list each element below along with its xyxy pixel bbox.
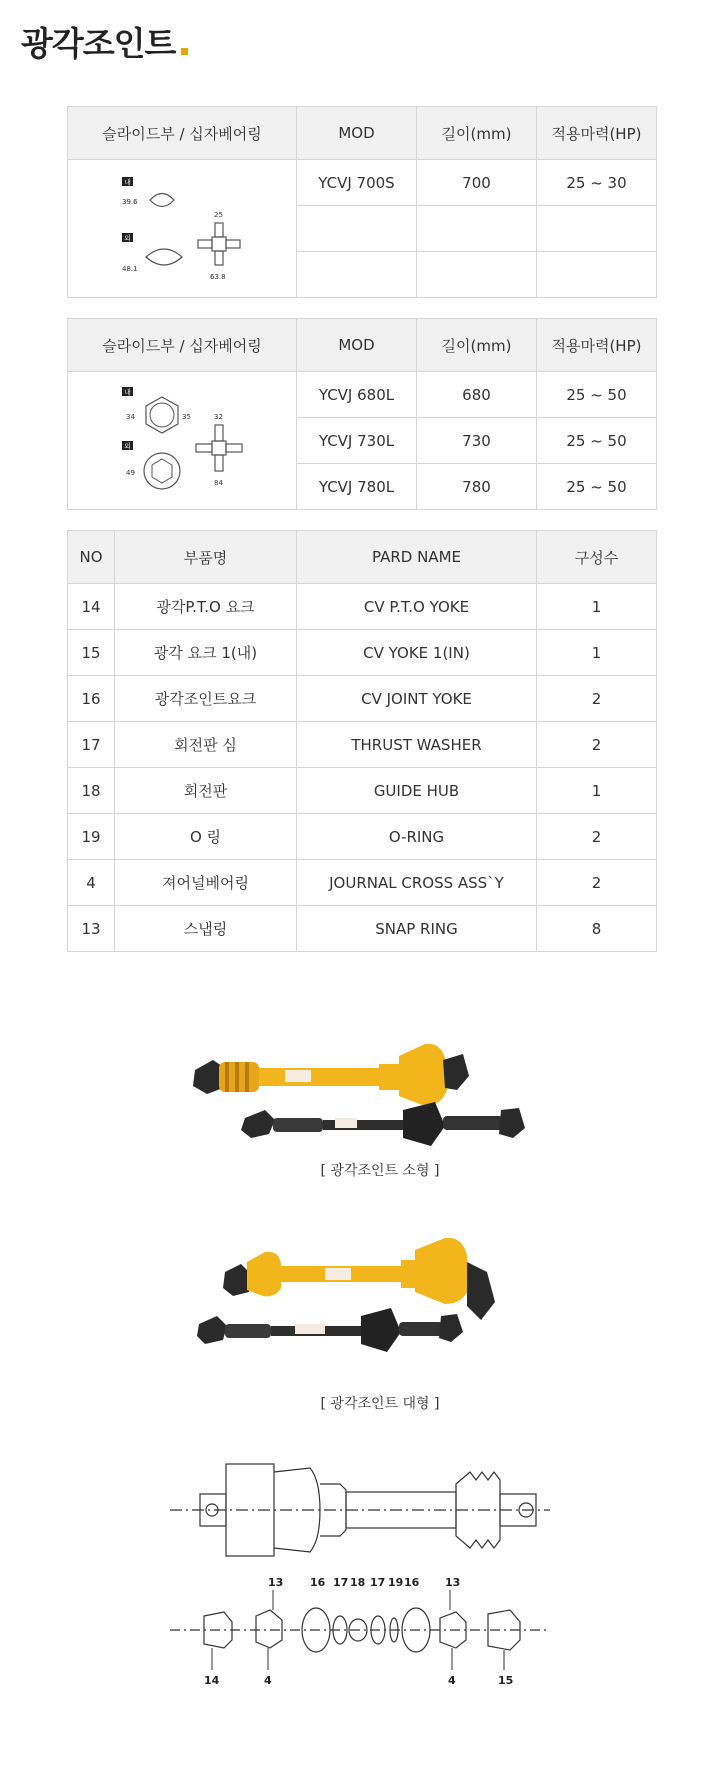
svg-text:39.6: 39.6 bbox=[122, 197, 138, 206]
part-qty: 1 bbox=[537, 630, 657, 676]
header-slide-bearing: 슬라이드부 / 십자베어링 bbox=[68, 319, 297, 372]
svg-text:48.1: 48.1 bbox=[122, 264, 138, 273]
caption-small: [ 광각조인트 소형 ] bbox=[320, 1163, 440, 1179]
header-length: 길이(mm) bbox=[417, 319, 537, 372]
exploded-part-labels-top bbox=[268, 1576, 460, 1589]
header-length: 길이(mm) bbox=[417, 107, 537, 160]
svg-text:63.8: 63.8 bbox=[210, 272, 226, 281]
svg-text:15: 15 bbox=[498, 1674, 514, 1687]
hp-cell: 25 ~ 50 bbox=[537, 372, 657, 418]
bearing-diagram-large bbox=[68, 372, 297, 510]
header-mod: MOD bbox=[297, 107, 417, 160]
assembled-shaft-drawing bbox=[170, 1464, 550, 1556]
cv-joint-small-photo bbox=[185, 1030, 540, 1155]
header-quantity: 구성수 bbox=[537, 531, 657, 584]
cross-bearing-diagram bbox=[102, 379, 262, 499]
header-slide-bearing: 슬라이드부 / 십자베어링 bbox=[68, 107, 297, 160]
svg-text:외: 외 bbox=[124, 442, 131, 450]
header-hp: 적용마력(HP) bbox=[537, 107, 657, 160]
parts-table-header bbox=[68, 531, 657, 584]
svg-text:35: 35 bbox=[182, 412, 191, 421]
svg-text:내: 내 bbox=[124, 178, 131, 186]
part-name-en: SNAP RING bbox=[297, 906, 537, 952]
length-cell: 730 bbox=[417, 418, 537, 464]
yellow-shaft bbox=[193, 1044, 469, 1106]
cv-joint-large-photo bbox=[195, 1232, 525, 1367]
length-cell bbox=[417, 206, 537, 252]
svg-text:17: 17 bbox=[370, 1576, 386, 1589]
part-name-ko: 회전판 심 bbox=[115, 722, 297, 768]
model-cell bbox=[297, 206, 417, 252]
bearing-diagram-small bbox=[68, 160, 297, 298]
svg-text:내: 내 bbox=[124, 388, 131, 396]
svg-text:4: 4 bbox=[448, 1674, 456, 1687]
header-part-name-en: PARD NAME bbox=[297, 531, 537, 584]
table-row bbox=[68, 372, 657, 418]
svg-text:16: 16 bbox=[404, 1576, 420, 1589]
table-row bbox=[68, 584, 657, 630]
caption-large: [ 광각조인트 대형 ] bbox=[320, 1396, 440, 1412]
part-name-ko: 스냅링 bbox=[115, 906, 297, 952]
table-row bbox=[68, 676, 657, 722]
table-row bbox=[68, 814, 657, 860]
table-row bbox=[68, 906, 657, 952]
yellow-shaft bbox=[223, 1238, 495, 1320]
header-part-name-ko: 부품명 bbox=[115, 531, 297, 584]
part-no: 4 bbox=[68, 860, 115, 906]
svg-text:18: 18 bbox=[350, 1576, 366, 1589]
part-no: 17 bbox=[68, 722, 115, 768]
header-hp: 적용마력(HP) bbox=[537, 319, 657, 372]
spec-table-large bbox=[67, 318, 657, 510]
part-name-ko: 광각P.T.O 요크 bbox=[115, 584, 297, 630]
part-name-ko: 져어널베어링 bbox=[115, 860, 297, 906]
part-no: 16 bbox=[68, 676, 115, 722]
hp-cell bbox=[537, 252, 657, 298]
length-cell: 680 bbox=[417, 372, 537, 418]
hp-cell: 25 ~ 50 bbox=[537, 464, 657, 510]
svg-text:13: 13 bbox=[268, 1576, 284, 1589]
cv-joint-exploded-drawing bbox=[170, 1450, 550, 1690]
svg-text:14: 14 bbox=[204, 1674, 220, 1687]
part-name-ko: O 링 bbox=[115, 814, 297, 860]
hp-cell bbox=[537, 206, 657, 252]
part-name-ko: 광각 요크 1(내) bbox=[115, 630, 297, 676]
part-no: 15 bbox=[68, 630, 115, 676]
svg-text:32: 32 bbox=[214, 412, 223, 421]
part-qty: 2 bbox=[537, 676, 657, 722]
svg-text:34: 34 bbox=[126, 412, 135, 421]
table-row bbox=[68, 630, 657, 676]
svg-text:16: 16 bbox=[310, 1576, 326, 1589]
spec-table-header bbox=[68, 107, 657, 160]
hp-cell: 25 ~ 50 bbox=[537, 418, 657, 464]
spec-table-header bbox=[68, 319, 657, 372]
part-name-en: CV P.T.O YOKE bbox=[297, 584, 537, 630]
exploded-parts-drawing bbox=[170, 1608, 550, 1652]
parts-table bbox=[67, 530, 657, 952]
model-cell bbox=[297, 252, 417, 298]
svg-text:19: 19 bbox=[388, 1576, 404, 1589]
model-cell: YCVJ 780L bbox=[297, 464, 417, 510]
part-qty: 1 bbox=[537, 584, 657, 630]
part-no: 19 bbox=[68, 814, 115, 860]
part-no: 14 bbox=[68, 584, 115, 630]
part-no: 13 bbox=[68, 906, 115, 952]
svg-text:4: 4 bbox=[264, 1674, 272, 1687]
title-accent-dot bbox=[181, 48, 188, 55]
model-cell: YCVJ 700S bbox=[297, 160, 417, 206]
part-name-en: CV YOKE 1(IN) bbox=[297, 630, 537, 676]
part-name-ko: 광각조인트요크 bbox=[115, 676, 297, 722]
spec-table-small bbox=[67, 106, 657, 298]
table-row bbox=[68, 160, 657, 206]
table-row bbox=[68, 768, 657, 814]
model-cell: YCVJ 680L bbox=[297, 372, 417, 418]
part-name-en: THRUST WASHER bbox=[297, 722, 537, 768]
part-name-en: CV JOINT YOKE bbox=[297, 676, 537, 722]
part-name-en: O-RING bbox=[297, 814, 537, 860]
svg-text:외: 외 bbox=[124, 234, 131, 242]
length-cell: 700 bbox=[417, 160, 537, 206]
svg-text:84: 84 bbox=[214, 478, 223, 487]
part-no: 18 bbox=[68, 768, 115, 814]
length-cell: 780 bbox=[417, 464, 537, 510]
svg-text:49: 49 bbox=[126, 468, 135, 477]
table-row bbox=[68, 860, 657, 906]
header-no: NO bbox=[68, 531, 115, 584]
part-qty: 2 bbox=[537, 722, 657, 768]
exploded-part-labels-bottom bbox=[204, 1674, 513, 1687]
part-name-en: JOURNAL CROSS ASS`Y bbox=[297, 860, 537, 906]
black-shaft bbox=[241, 1102, 525, 1146]
svg-text:25: 25 bbox=[214, 210, 223, 219]
page-title: 광각조인트 bbox=[21, 22, 188, 66]
length-cell bbox=[417, 252, 537, 298]
part-name-en: GUIDE HUB bbox=[297, 768, 537, 814]
hp-cell: 25 ~ 30 bbox=[537, 160, 657, 206]
part-qty: 8 bbox=[537, 906, 657, 952]
part-qty: 2 bbox=[537, 814, 657, 860]
model-cell: YCVJ 730L bbox=[297, 418, 417, 464]
cross-bearing-diagram bbox=[102, 167, 262, 287]
part-qty: 1 bbox=[537, 768, 657, 814]
svg-text:17: 17 bbox=[333, 1576, 349, 1589]
part-qty: 2 bbox=[537, 860, 657, 906]
svg-text:13: 13 bbox=[445, 1576, 461, 1589]
header-mod: MOD bbox=[297, 319, 417, 372]
table-row bbox=[68, 722, 657, 768]
black-shaft bbox=[197, 1308, 463, 1352]
part-name-ko: 회전판 bbox=[115, 768, 297, 814]
